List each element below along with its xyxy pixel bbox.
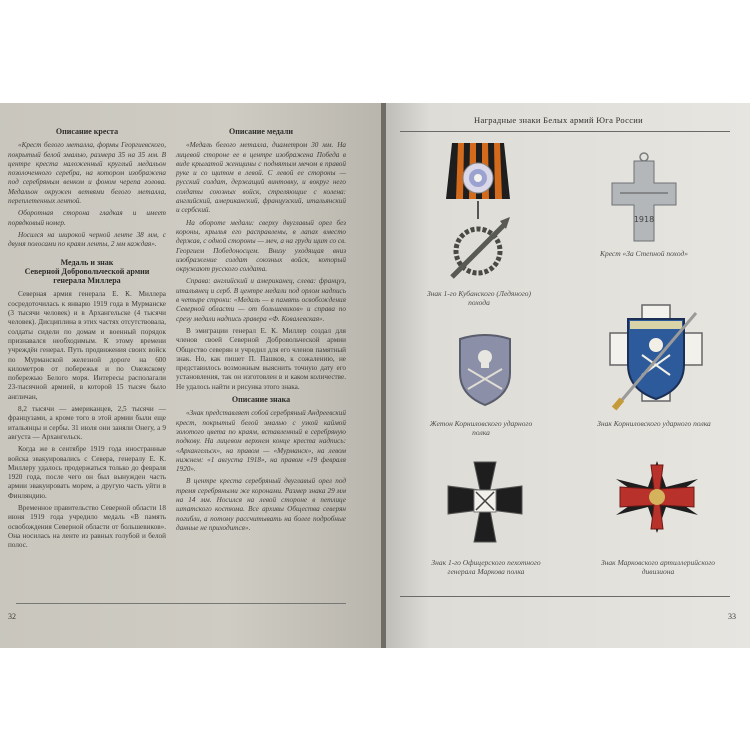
kornilov-regiment-badge-image xyxy=(608,303,704,413)
paragraph: На обороте медали: сверху двуглавый орел без короны, крылья его расправлены, в лапах вместо держав, с одной стороны — меч, а на груди щит со св. Георгием Победоносцем. Внизу уходящая вниз изображение солдат союзных войск, который окружают русского солдата. xyxy=(176,218,346,274)
caption: Знак 1-го Офицерского пехотного генерала Маркова полка xyxy=(431,558,541,576)
paragraph: Временное правительство Северной области 18 июня 1919 года учредило медаль «В память освобождения Северной области от большевиков». Она носилась на ленте из равных голубой и белой полос. xyxy=(8,503,166,550)
heading-line: генерала Миллера xyxy=(53,276,121,286)
paragraph: Северная армия генерала Е. К. Миллера сосредоточилась к январю 1919 года в Мурманске (3 тысячи человек) и в Архангельске (4 тысячи человек). Дисциплина в этих частях отсутствовала, солдаты сидели по домам и военный порядок признавался необходимым. К этому времени учреждён генерал. Путь продвижения своих войск по Мурманской железной дороге на 600 километров от побережья и по Онежскому побережью Белого моря. Интересы располагали 23-тысячной армией, в которой 15 тысяч было англичан, xyxy=(8,290,166,401)
section-heading: Описание знака xyxy=(231,395,291,405)
paragraph: «Знак представляет собой серебряный Андреевский крест, покрытый белой эмалью с узкой каймой золотого цвета по краям, вставленный в серебряную подкову. На лицевом верхнем конце креста надпись: «Архангельск», на правом — «Мурманск», на левом нижнем: «1 августа 1918», на правом «19 февраля 1920». xyxy=(176,409,346,474)
paragraph: Оборотная сторона гладкая и имеет порядковый номер. xyxy=(8,209,166,227)
paragraph: «Крест белого металла, формы Георгиевского, покрытый белой эмалью, размера 35 на 35 мм. В центре креста наложенный круглый медальон позолоченного серебра, на котором изображена под серебряным венком и фоном черепа голова. Медальон окружен ветвями белого металла, переплетенных лентой. xyxy=(8,141,166,206)
section-heading-medal xyxy=(8,258,166,286)
paragraph: Справа: английский и американец, слева: француз, итальянец и серб. В центре медали под орлом надпись в четыре строки: «Медаль — в память освобождения Северной области — от большевиков» и справа по срезу медали надпись гравера «Ф. Ковалевская». xyxy=(176,277,346,323)
paragraph: В эмиграции генерал Е. К. Миллер создал для членов своей Северной Добровольческой армии Общество северян и учредил для его членов памятный знак. Но, как пишет П. Пашков, к сожалению, не представилось возможным выяснить точную дату его установления, так он изготовлен в и каком количестве. Не удалось найти и рисунка этого знака. xyxy=(176,326,346,391)
header-rule xyxy=(400,131,730,132)
caption: Знак Корниловского ударного полка xyxy=(597,419,711,428)
steppe-campaign-cross-image xyxy=(608,151,680,243)
heading-line: Медаль и знак xyxy=(60,257,114,267)
left-column xyxy=(8,125,166,553)
markov-artillery-badge-image xyxy=(614,459,700,535)
section-heading: Описание медали xyxy=(229,127,293,136)
kuban-campaign-badge-image xyxy=(438,141,518,291)
caption: Крест «За Степной поход» xyxy=(599,249,689,258)
book-spread xyxy=(0,103,750,648)
caption: Знак 1-го Кубанского (Ледяного) похода xyxy=(426,289,532,307)
section-heading: Описание креста xyxy=(55,127,119,136)
paragraph: «Медаль белого металла, диаметром 30 мм. На лицевой стороне ее в центре изображена Победа в виде крылатой женщины с поднятым мечом в правой руке и со щитом в левой. С левой ее стороны — русский солдат, держащий винтовку, и вокруг него солдаты союзных войск, стреляющие с колена: английский, американский, французский, итальянский и сербский. xyxy=(176,141,346,215)
cross-year-text: 1918 xyxy=(633,215,655,224)
right-page xyxy=(386,103,750,648)
heading-line: Северной Добровольческой армии xyxy=(24,266,150,276)
left-page xyxy=(0,103,381,648)
caption: Знак Марковского артиллерийского дивизиона xyxy=(600,558,716,576)
page-number: 32 xyxy=(8,612,16,621)
paragraph: Носился на широкой черной ленте 38 мм, с двумя полосами по краям ленты, 2 мм каждая». xyxy=(8,230,166,249)
paragraph: Когда же в сентябре 1919 года иностранные войска эвакуировались с Севера, генералу Е. К. Миллеру удалось продержаться только до февраля 1920 года, после чего он был вынужден часть армии эвакуировать морем, а другую часть уйти в Финляндию. xyxy=(8,445,166,500)
caption: Жетон Корниловского ударного полка xyxy=(429,419,533,437)
paragraph: 8,2 тысячи — американцев, 2,5 тысячи — французами, а кроме того в этой армии были еще итальянцы и сербы. 31 июля они заняли Онегу, а 9 августа — Архангельск. xyxy=(8,405,166,441)
markov-regiment-badge-image xyxy=(444,458,526,546)
paragraph: В центре креста серебряный двуглавый орел под тремя серебряными же коронами. Размер знака 29 мм на 14 мм. Носился на левой стороне в петлице штатского костюма. Все архивы Общества северян погибли, а потому рассчитывать на более подробные данные не приходится». xyxy=(176,477,346,532)
right-column xyxy=(176,125,346,536)
kornilov-token-image xyxy=(454,333,516,407)
bottom-rule xyxy=(16,603,346,604)
bottom-rule xyxy=(400,596,730,597)
running-head: Наградные знаки Белых армий Юга России xyxy=(474,115,644,125)
page-number: 33 xyxy=(728,612,736,621)
